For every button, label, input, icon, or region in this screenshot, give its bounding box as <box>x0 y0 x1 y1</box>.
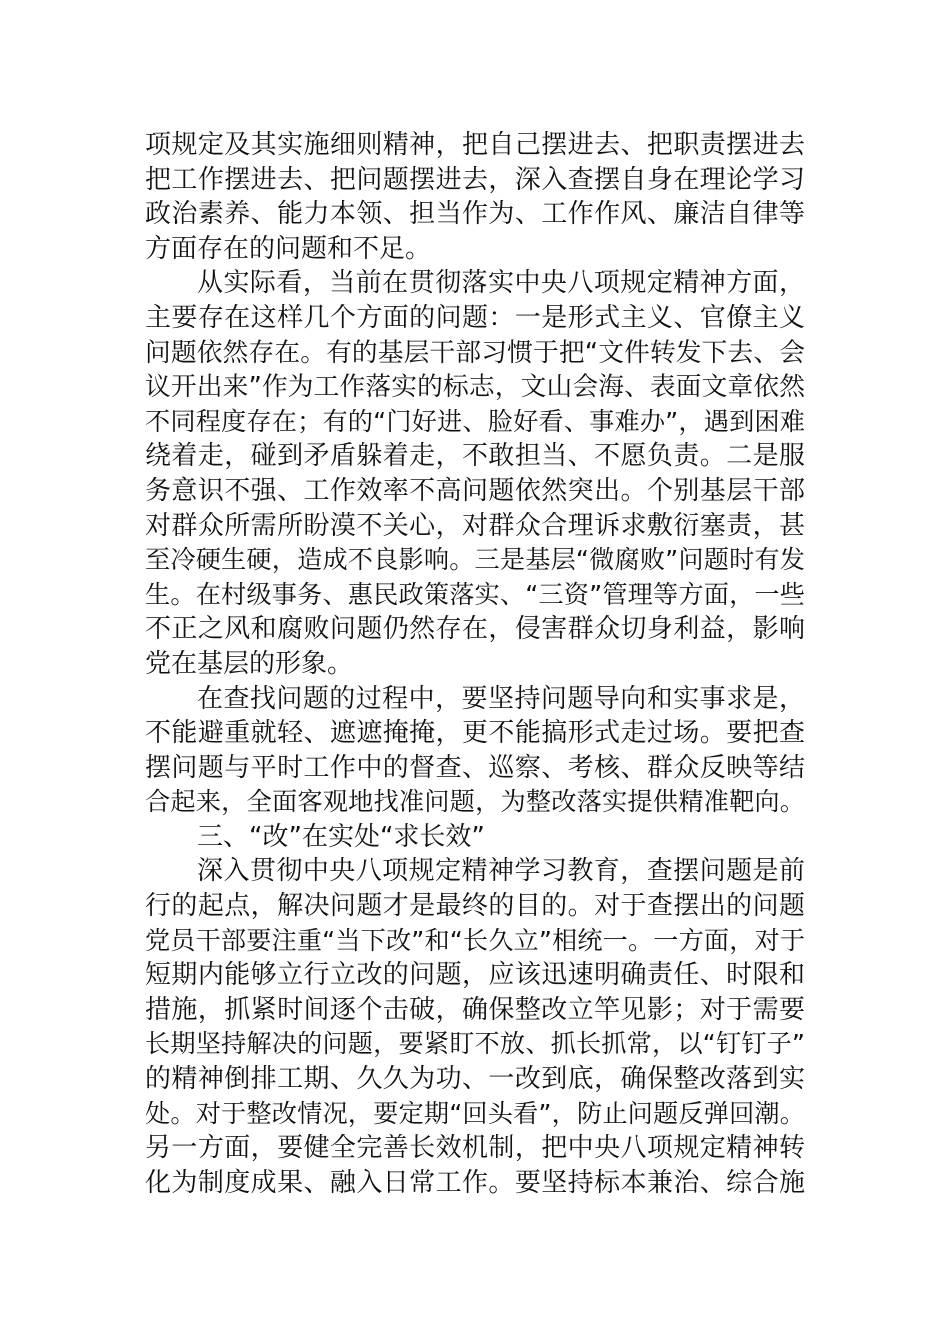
paragraph-first-line: 深入贯彻中央八项规定精神学习教育，查摆问题是前 <box>197 856 805 887</box>
text-line: 党在基层的形象。 <box>145 648 354 679</box>
text-line: 问题依然存在。有的基层干部习惯于把“文件转发下去、会 <box>145 337 805 368</box>
text-line: 方面存在的问题和不足。 <box>145 233 432 264</box>
text-line: 主要存在这样几个方面的问题：一是形式主义、官僚主义 <box>145 302 805 333</box>
text-line: 党员干部要注重“当下改”和“长久立”相统一。一方面，对于 <box>145 925 805 955</box>
text-line: 处。对于整改情况，要定期“回头看”，防止问题反弹回潮。 <box>145 1098 805 1128</box>
text-line: 务意识不强、工作效率不高问题依然突出。个别基层干部 <box>145 475 805 506</box>
text-line: 绕着走，碰到矛盾躲着走，不敢担当、不愿负责。二是服 <box>145 441 805 472</box>
section-heading: 三、“改”在实处“求长效” <box>197 821 485 852</box>
text-line: 不能避重就轻、遮遮掩掩，更不能搞形式走过场。要把查 <box>145 718 805 749</box>
text-line: 政治素养、能力本领、担当作为、工作作风、廉洁自律等 <box>145 199 805 230</box>
text-line: 对群众所需所盼漠不关心，对群众合理诉求敷衍塞责，甚 <box>145 510 805 541</box>
text-line: 至冷硬生硬，造成不良影响。三是基层“微腐败”问题时有发 <box>145 545 805 575</box>
text-line: 行的起点，解决问题才是最终的目的。对于查摆出的问题 <box>145 891 805 922</box>
text-line: 短期内能够立行立改的问题，应该迅速明确责任、时限和 <box>145 960 805 991</box>
text-line: 化为制度成果、融入日常工作。要坚持标本兼治、综合施 <box>145 1167 805 1198</box>
text-line: 议开出来”作为工作落实的标志，文山会海、表面文章依然 <box>145 372 805 403</box>
text-line: 合起来，全面客观地找准问题，为整改落实提供精准靶向。 <box>145 787 805 817</box>
text-line: 把工作摆进去、把问题摆进去，深入查摆自身在理论学习 <box>145 164 805 195</box>
paragraph-first-line: 从实际看，当前在贯彻落实中央八项规定精神方面， <box>197 268 805 299</box>
text-line: 的精神倒排工期、久久为功、一改到底，确保整改落到实 <box>145 1064 805 1095</box>
text-line: 不同程度存在；有的“门好进、脸好看、事难办”，遇到困难 <box>145 406 805 436</box>
text-line: 另一方面，要健全完善长效机制，把中央八项规定精神转 <box>145 1133 805 1164</box>
text-line: 措施，抓紧时间逐个击破，确保整改立竿见影；对于需要 <box>145 994 805 1025</box>
document-body <box>145 128 805 1200</box>
paragraph-first-line: 在查找问题的过程中，要坚持问题导向和实事求是， <box>197 683 805 714</box>
text-line: 摆问题与平时工作中的督查、巡察、考核、群众反映等结 <box>145 752 805 783</box>
text-line: 项规定及其实施细则精神，把自己摆进去、把职责摆进去 <box>145 130 805 160</box>
text-line: 生。在村级事务、惠民政策落实、“三资”管理等方面，一些 <box>145 579 805 609</box>
text-line: 长期坚持解决的问题，要紧盯不放、抓长抓常，以“钉钉子” <box>145 1029 805 1059</box>
text-line: 不正之风和腐败问题仍然存在，侵害群众切身利益，影响 <box>145 614 805 645</box>
